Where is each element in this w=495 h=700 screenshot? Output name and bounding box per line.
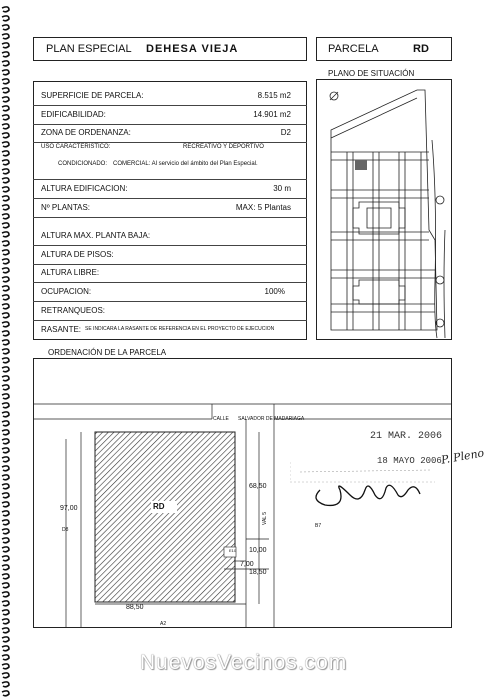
binding-ring	[2, 457, 9, 462]
dim-700: 7,00	[240, 561, 254, 568]
binding-ring	[2, 313, 9, 318]
field-label: Nº PLANTAS:	[41, 203, 91, 212]
binding-ring	[2, 115, 9, 120]
binding-ring	[2, 439, 9, 444]
binding-ring	[2, 502, 9, 507]
field-label: ALTURA LIBRE:	[41, 268, 100, 277]
binding-ring	[2, 601, 9, 606]
binding-ring	[2, 403, 9, 408]
field-row-rasante	[33, 320, 307, 339]
label-b7: B7	[315, 523, 322, 529]
binding-ring	[2, 655, 9, 660]
binding-ring	[2, 61, 9, 66]
binding-ring	[2, 268, 9, 273]
binding-ring	[2, 637, 9, 642]
ordenacion-title: ORDENACIÓN DE LA PARCELA	[48, 348, 167, 357]
binding-ring	[2, 619, 9, 624]
binding-ring	[2, 376, 9, 381]
spiral-binding	[0, 0, 12, 700]
binding-ring	[2, 583, 9, 588]
parcel-rd-hatch	[95, 432, 235, 602]
field-label: ZONA DE ORDENANZA:	[41, 128, 131, 137]
street-calle-label: CALLE	[213, 416, 229, 422]
binding-ring	[2, 286, 9, 291]
binding-ring	[2, 106, 9, 111]
situation-plan-map	[317, 80, 451, 339]
dim-97: 97,00	[60, 505, 78, 512]
field-value: D2	[280, 128, 291, 137]
binding-ring	[2, 232, 9, 237]
field-value: COMERCIAL: Al servicio del ámbito del Plan Especial.	[113, 161, 258, 167]
dim-6850: 68,50	[249, 483, 267, 490]
binding-ring	[2, 205, 9, 210]
label-val5: VAL 5	[262, 511, 268, 525]
binding-ring	[2, 574, 9, 579]
binding-ring	[2, 538, 9, 543]
binding-ring	[2, 160, 9, 165]
binding-ring	[2, 259, 9, 264]
binding-ring	[2, 79, 9, 84]
field-row-altura-pisos	[33, 245, 307, 265]
binding-ring	[2, 511, 9, 516]
binding-ring	[2, 628, 9, 633]
dim-1850: 18,50	[249, 569, 267, 576]
street-name-label: SALVADOR DE MADARIAGA	[238, 416, 305, 422]
binding-ring	[2, 547, 9, 552]
binding-ring	[2, 367, 9, 372]
dim-8850: 88,50	[126, 604, 144, 611]
parcel-rd-label: RD	[153, 502, 165, 511]
field-label: USO CARACTERISTICO:	[41, 144, 111, 150]
binding-ring	[2, 250, 9, 255]
binding-ring	[2, 277, 9, 282]
binding-ring	[2, 223, 9, 228]
binding-ring	[2, 97, 9, 102]
field-row-altura-libre	[33, 263, 307, 283]
compass-icon	[330, 92, 338, 100]
binding-ring	[2, 25, 9, 30]
binding-ring	[2, 16, 9, 21]
field-label: OCUPACION:	[41, 287, 92, 296]
binding-ring	[2, 592, 9, 597]
field-row-altura-pb	[33, 226, 307, 246]
field-label: EDIFICABILIDAD:	[41, 110, 106, 119]
field-label: ALTURA DE PISOS:	[41, 250, 114, 259]
situation-plan-box	[316, 79, 452, 340]
field-label: RETRANQUEOS:	[41, 306, 106, 315]
parcela-label: PARCELA	[328, 43, 379, 55]
binding-ring	[2, 484, 9, 489]
field-row-ocupacion	[33, 282, 307, 302]
field-value: 30 m	[273, 184, 291, 193]
field-label: ALTURA EDIFICACION:	[41, 184, 128, 193]
field-value: SE INDICARA LA RASANTE DE REFERENCIA EN EL PROYECTO DE EJECUCION	[85, 326, 275, 332]
dim-1000: 10,00	[249, 547, 267, 554]
binding-ring	[2, 295, 9, 300]
binding-ring	[2, 691, 9, 696]
binding-ring	[2, 304, 9, 309]
binding-ring	[2, 520, 9, 525]
binding-ring	[2, 7, 9, 12]
binding-ring	[2, 34, 9, 39]
field-value: RECREATIVO Y DEPORTIVO	[183, 144, 264, 150]
binding-ring	[2, 466, 9, 471]
binding-ring	[2, 664, 9, 669]
binding-ring	[2, 556, 9, 561]
binding-ring	[2, 412, 9, 417]
parcela-header-box	[316, 37, 452, 61]
situation-plan-title: PLANO DE SITUACIÓN	[328, 69, 415, 78]
binding-ring	[2, 52, 9, 57]
binding-ring	[2, 331, 9, 336]
watermark: NuevosVecinos.com	[140, 651, 348, 674]
binding-ring	[2, 493, 9, 498]
binding-ring	[2, 673, 9, 678]
plan-header-box	[33, 37, 307, 61]
binding-ring	[2, 682, 9, 687]
label-e10: E10	[229, 548, 237, 553]
binding-ring	[2, 133, 9, 138]
field-label: SUPERFICIE DE PARCELA:	[41, 91, 144, 100]
field-row-retranqueos	[33, 301, 307, 321]
field-row-edificabilidad	[33, 105, 307, 125]
binding-ring	[2, 124, 9, 129]
binding-ring	[2, 322, 9, 327]
field-value: MAX: 5 Plantas	[235, 203, 291, 212]
field-value: 100%	[264, 287, 285, 296]
binding-ring	[2, 187, 9, 192]
binding-ring	[2, 394, 9, 399]
binding-ring	[2, 241, 9, 246]
field-label: RASANTE:	[41, 325, 82, 334]
field-row-altura-edificacion	[33, 179, 307, 199]
parcela-value: RD	[413, 43, 429, 55]
field-label: ALTURA MAX. PLANTA BAJA:	[41, 231, 151, 240]
binding-ring	[2, 88, 9, 93]
binding-ring	[2, 529, 9, 534]
binding-ring	[2, 214, 9, 219]
parcel-highlight	[355, 160, 367, 170]
binding-ring	[2, 448, 9, 453]
binding-ring	[2, 142, 9, 147]
binding-ring	[2, 196, 9, 201]
binding-ring	[2, 178, 9, 183]
field-row-plantas	[33, 198, 307, 218]
plan-name: DEHESA VIEJA	[146, 43, 239, 55]
field-label: CONDICIONADO:	[58, 161, 108, 167]
binding-ring	[2, 169, 9, 174]
binding-ring	[2, 475, 9, 480]
binding-ring	[2, 430, 9, 435]
binding-ring	[2, 151, 9, 156]
binding-ring	[2, 385, 9, 390]
stamp-date-1: 21 MAR. 2006	[370, 431, 443, 442]
binding-ring	[2, 43, 9, 48]
field-value: 8.515 m2	[257, 91, 291, 100]
binding-ring	[2, 340, 9, 345]
label-a2: A2	[160, 621, 167, 627]
binding-ring	[2, 610, 9, 615]
plan-label: PLAN ESPECIAL	[46, 43, 132, 55]
label-d8: D8	[62, 527, 69, 533]
stamp-date-2: 18 MAYO 2006	[377, 456, 442, 466]
signature	[290, 460, 440, 520]
binding-ring	[2, 349, 9, 354]
binding-ring	[2, 358, 9, 363]
binding-ring	[2, 70, 9, 75]
side-legal-text	[14, 559, 19, 560]
binding-ring	[2, 421, 9, 426]
binding-ring	[2, 646, 9, 651]
field-row-superficie	[33, 86, 307, 106]
binding-ring	[2, 565, 9, 570]
field-row-uso	[33, 141, 307, 180]
field-value: 14.901 m2	[253, 110, 291, 119]
handwritten-note: P. Pleno	[440, 446, 486, 467]
